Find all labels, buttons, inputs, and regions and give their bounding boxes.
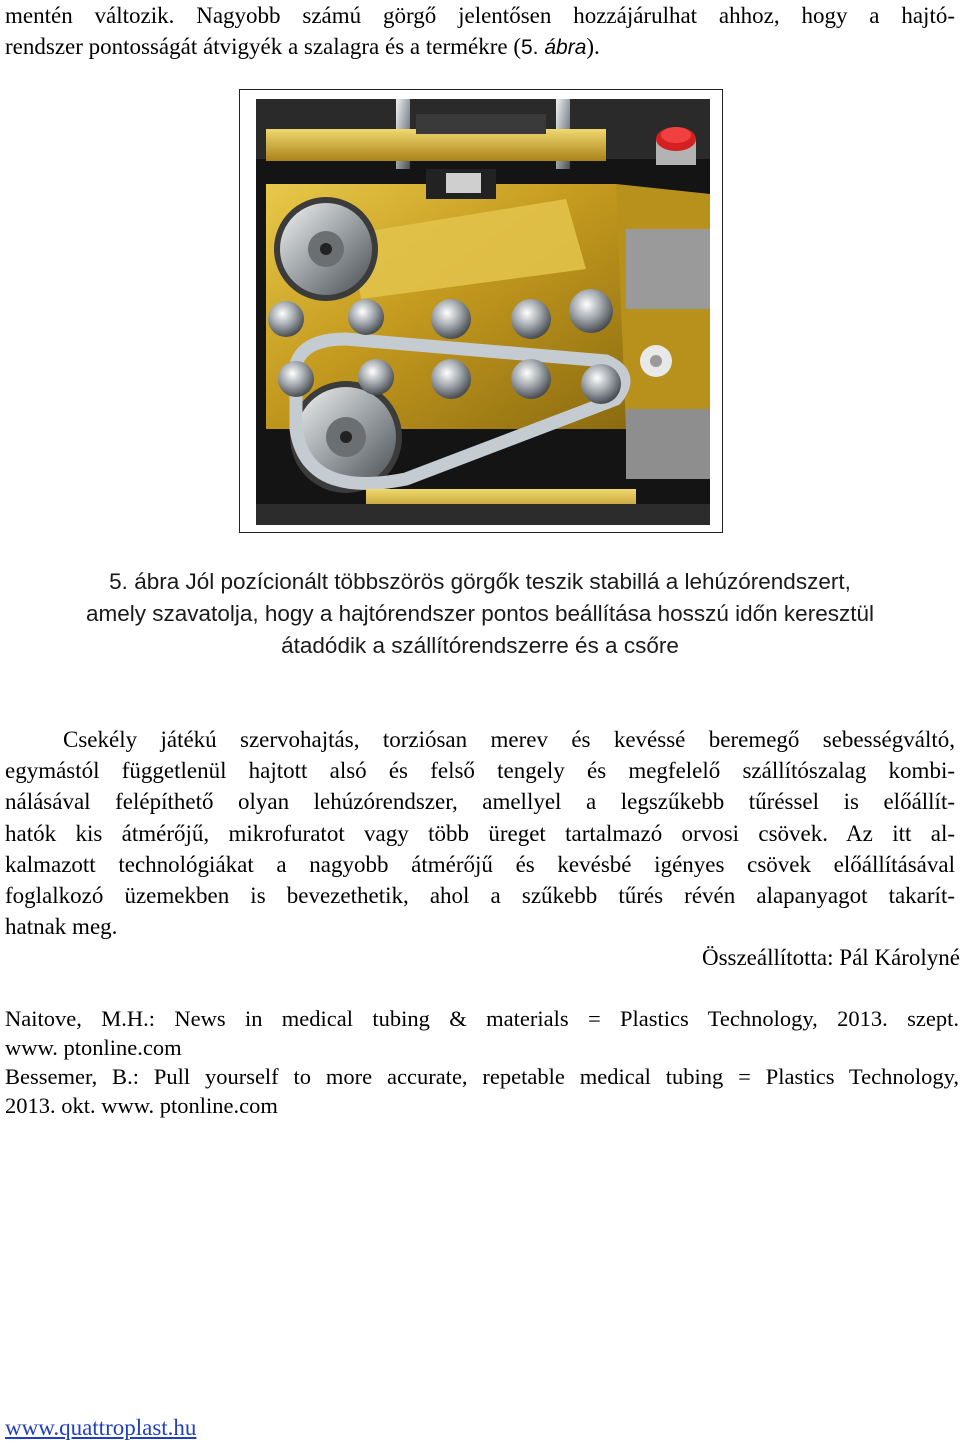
intro-line-2 xyxy=(5,31,955,63)
reference-1-line-2: www. ptonline.com xyxy=(5,1035,182,1060)
intro-line-2-text: rendszer pontosságát átvigyék a szalagra és a termékre ( xyxy=(5,34,521,59)
figure-caption xyxy=(20,566,940,662)
body-paragraph xyxy=(5,724,955,942)
body-line: foglalkozó üzemekben is bevezethetik, ahol a szűkebb tűrés révén alapanyagot takarít- xyxy=(5,883,955,909)
machine-photo xyxy=(256,99,710,525)
intro-line-2-end: ). xyxy=(586,34,600,59)
reference-2-line-2: 2013. okt. www. ptonline.com xyxy=(5,1093,278,1118)
figure-reference-word: ábra xyxy=(544,36,587,59)
reference-1-line-1: Naitove, M.H.: News in medical tubing & materials = Plastics Technology, 2013. szept. xyxy=(5,1006,959,1031)
intro-line-1: mentén változik. Nagyobb számú görgő jelentősen hozzájárulhat ahhoz, hogy a hajtó- xyxy=(5,3,955,28)
intro-paragraph xyxy=(5,0,955,63)
references xyxy=(5,1004,959,1120)
author-credit: Összeállította: Pál Károlyné xyxy=(701,945,960,970)
caption-line-1: 5. ábra Jól pozícionált többszörös görgők teszik stabillá a lehúzórendszert, xyxy=(109,569,851,594)
body-line: Csekély játékú szervohajtás, torziósan merev és kevéssé beremegő sebességváltó, xyxy=(63,727,955,752)
reference-2-author: Bessemer, B. xyxy=(5,1064,133,1089)
reference-2-line-1 xyxy=(5,1062,959,1091)
body-line: nálásával felépíthető olyan lehúzórendszer, amellyel a legszűkebb tűréssel is előállít- xyxy=(5,789,955,815)
body-line: hatnak meg. xyxy=(5,914,118,940)
footer-website-link[interactable]: www.quattroplast.hu xyxy=(5,1415,197,1440)
caption-line-3: átadódik a szállítórendszerre és a csőre xyxy=(281,633,679,658)
body-line: kalmazott technológiákat a nagyobb átmérőjű és kevésbé igényes csövek előállításával xyxy=(5,851,955,877)
body-line: egymástól függetlenül hajtott alsó és felső tengely és megfelelő szállítószalag kombi- xyxy=(5,758,955,784)
figure-frame xyxy=(239,89,723,533)
reference-2-title: : Pull yourself to more accurate, repetable medical tubing = Plastics Technology, xyxy=(132,1064,959,1089)
figure-reference xyxy=(521,36,586,59)
caption-line-2: amely szavatolja, hogy a hajtórendszer pontos beállítása hosszú időn keresztül xyxy=(86,601,874,626)
figure-reference-number: 5. xyxy=(520,36,545,59)
body-line: hatók kis átmérőjű, mikrofuratot vagy több üreget tartalmazó orvosi csövek. Az itt al- xyxy=(5,820,955,846)
